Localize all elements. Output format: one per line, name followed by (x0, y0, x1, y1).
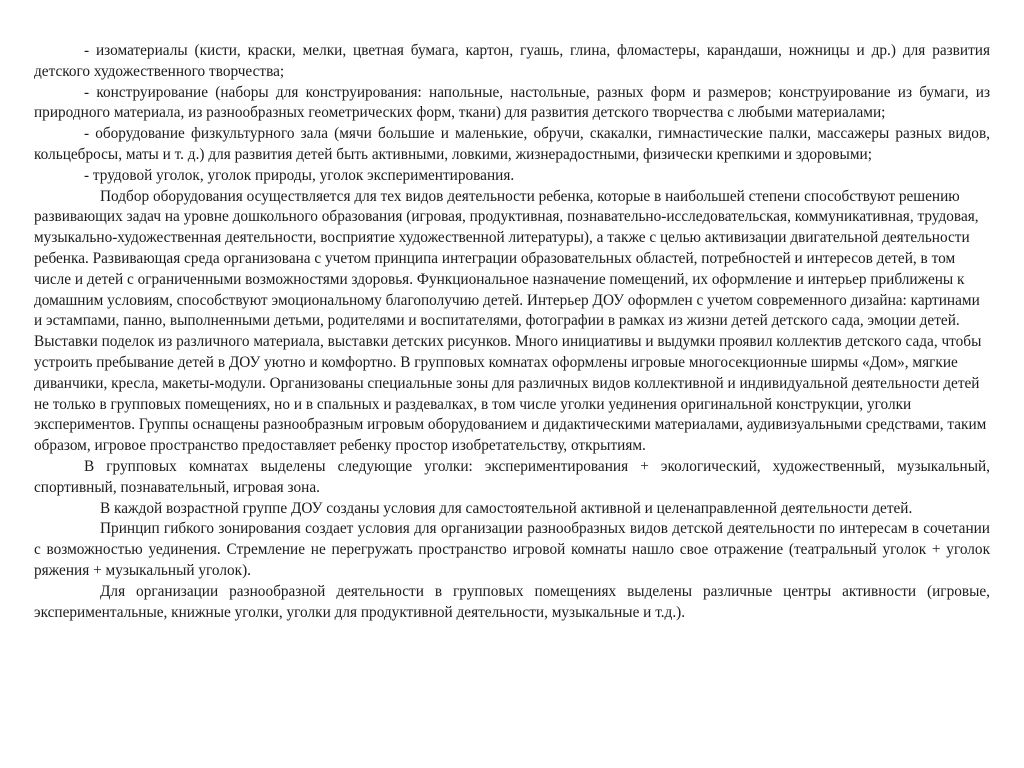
paragraph-age-groups: В каждой возрастной группе ДОУ созданы условия для самостоятельной активной и целенаправленной деятельности детей. (100, 499, 913, 517)
paragraph-art-materials: - изоматериалы (кисти, краски, мелки, цветная бумага, картон, гуашь, глина, фломастеры, карандаши, ножницы и др.) для развития детского художественного творчества; (34, 42, 990, 80)
paragraph-gym-equipment: - оборудование физкультурного зала (мячи большие и маленькие, обручи, скакалки, гимнастические палки, массажеры разных видов, кольцебросы, маты и т. д.) для развития детей быть активными, ловкими, жизнерадостными, физически крепкими и здоровыми; (34, 125, 990, 163)
paragraph-zoning-principle: Принцип гибкого зонирования создает условия для организации разнообразных видов детской деятельности по интересам в сочетании с возможностью уединения. Стремление не перегружать пространство игровой комнаты нашло свое отражение (театральный уголок + уголок ряжения + музыкальный уголок). (34, 520, 990, 579)
paragraph-corners: - трудовой уголок, уголок природы, уголок экспериментирования. (84, 166, 515, 184)
paragraph-group-corners: В групповых комнатах выделены следующие уголки: экспериментирования + экологический, художественный, музыкальный, спортивный, познавательный, игровая зона. (34, 457, 990, 496)
document-page (34, 41, 990, 623)
paragraph-activity-centers: Для организации разнообразной деятельности в групповых помещениях выделены различные центры активности (игровые, экспериментальные, книжные уголки, уголки для продуктивной деятельности, музыкальные и т.д.). (34, 582, 990, 621)
paragraph-equipment-selection: Подбор оборудования осуществляется для тех видов деятельности ребенка, которые в наибольшей степени способствуют решению развивающих задач на уровне дошкольного образования (игровая, продуктивная, познавательно-исследовательская, коммуникативная, трудовая, музыкально-художественная деятельности, восприятие художественной литературы), а также с целью активизации двигательной деятельности ребенка. Развивающая среда организована с учетом принципа интеграции образовательных областей, потребностей и интересов детей, в том числе и детей с ограниченными возможностями здоровья. Функциональное назначение помещений, их оформление и интерьер приближены к домашним условиям, способствуют эмоциональному благополучию детей. Интерьер ДОУ оформлен с учетом современного дизайна: картинами и эстампами, панно, выполненными детьми, родителями и воспитателями, фотографии в рамках из жизни детей детского сада, эмоции детей. Выставки поделок из различного материала, выставки детских рисунков. Много инициативы и выдумки проявил коллектив детского сада, чтобы устроить пребывание детей в ДОУ уютно и комфортно. В групповых комнатах оформлены игровые многосекционные ширмы «Дом», мягкие диванчики, кресла, макеты-модули. Организованы специальные зоны для различных видов коллективной и индивидуальной деятельности детей не только в групповых помещениях, но и в спальных и раздевалках, в том числе уголки уединения оригинальной конструкции, уголки экспериментов. Группы оснащены разнообразным игровым оборудованием и дидактическими материалами, аудивизуальными средствами, таким образом, игровое пространство предоставляет ребенку простор изобретательству, открытиям. (34, 187, 987, 455)
paragraph-construction: - конструирование (наборы для конструирования: напольные, настольные, разных форм и размеров; конструирование из бумаги, из природного материала, из разнообразных геометрических форм, ткани) для развития детского творчества с любыми материалами; (34, 83, 990, 122)
